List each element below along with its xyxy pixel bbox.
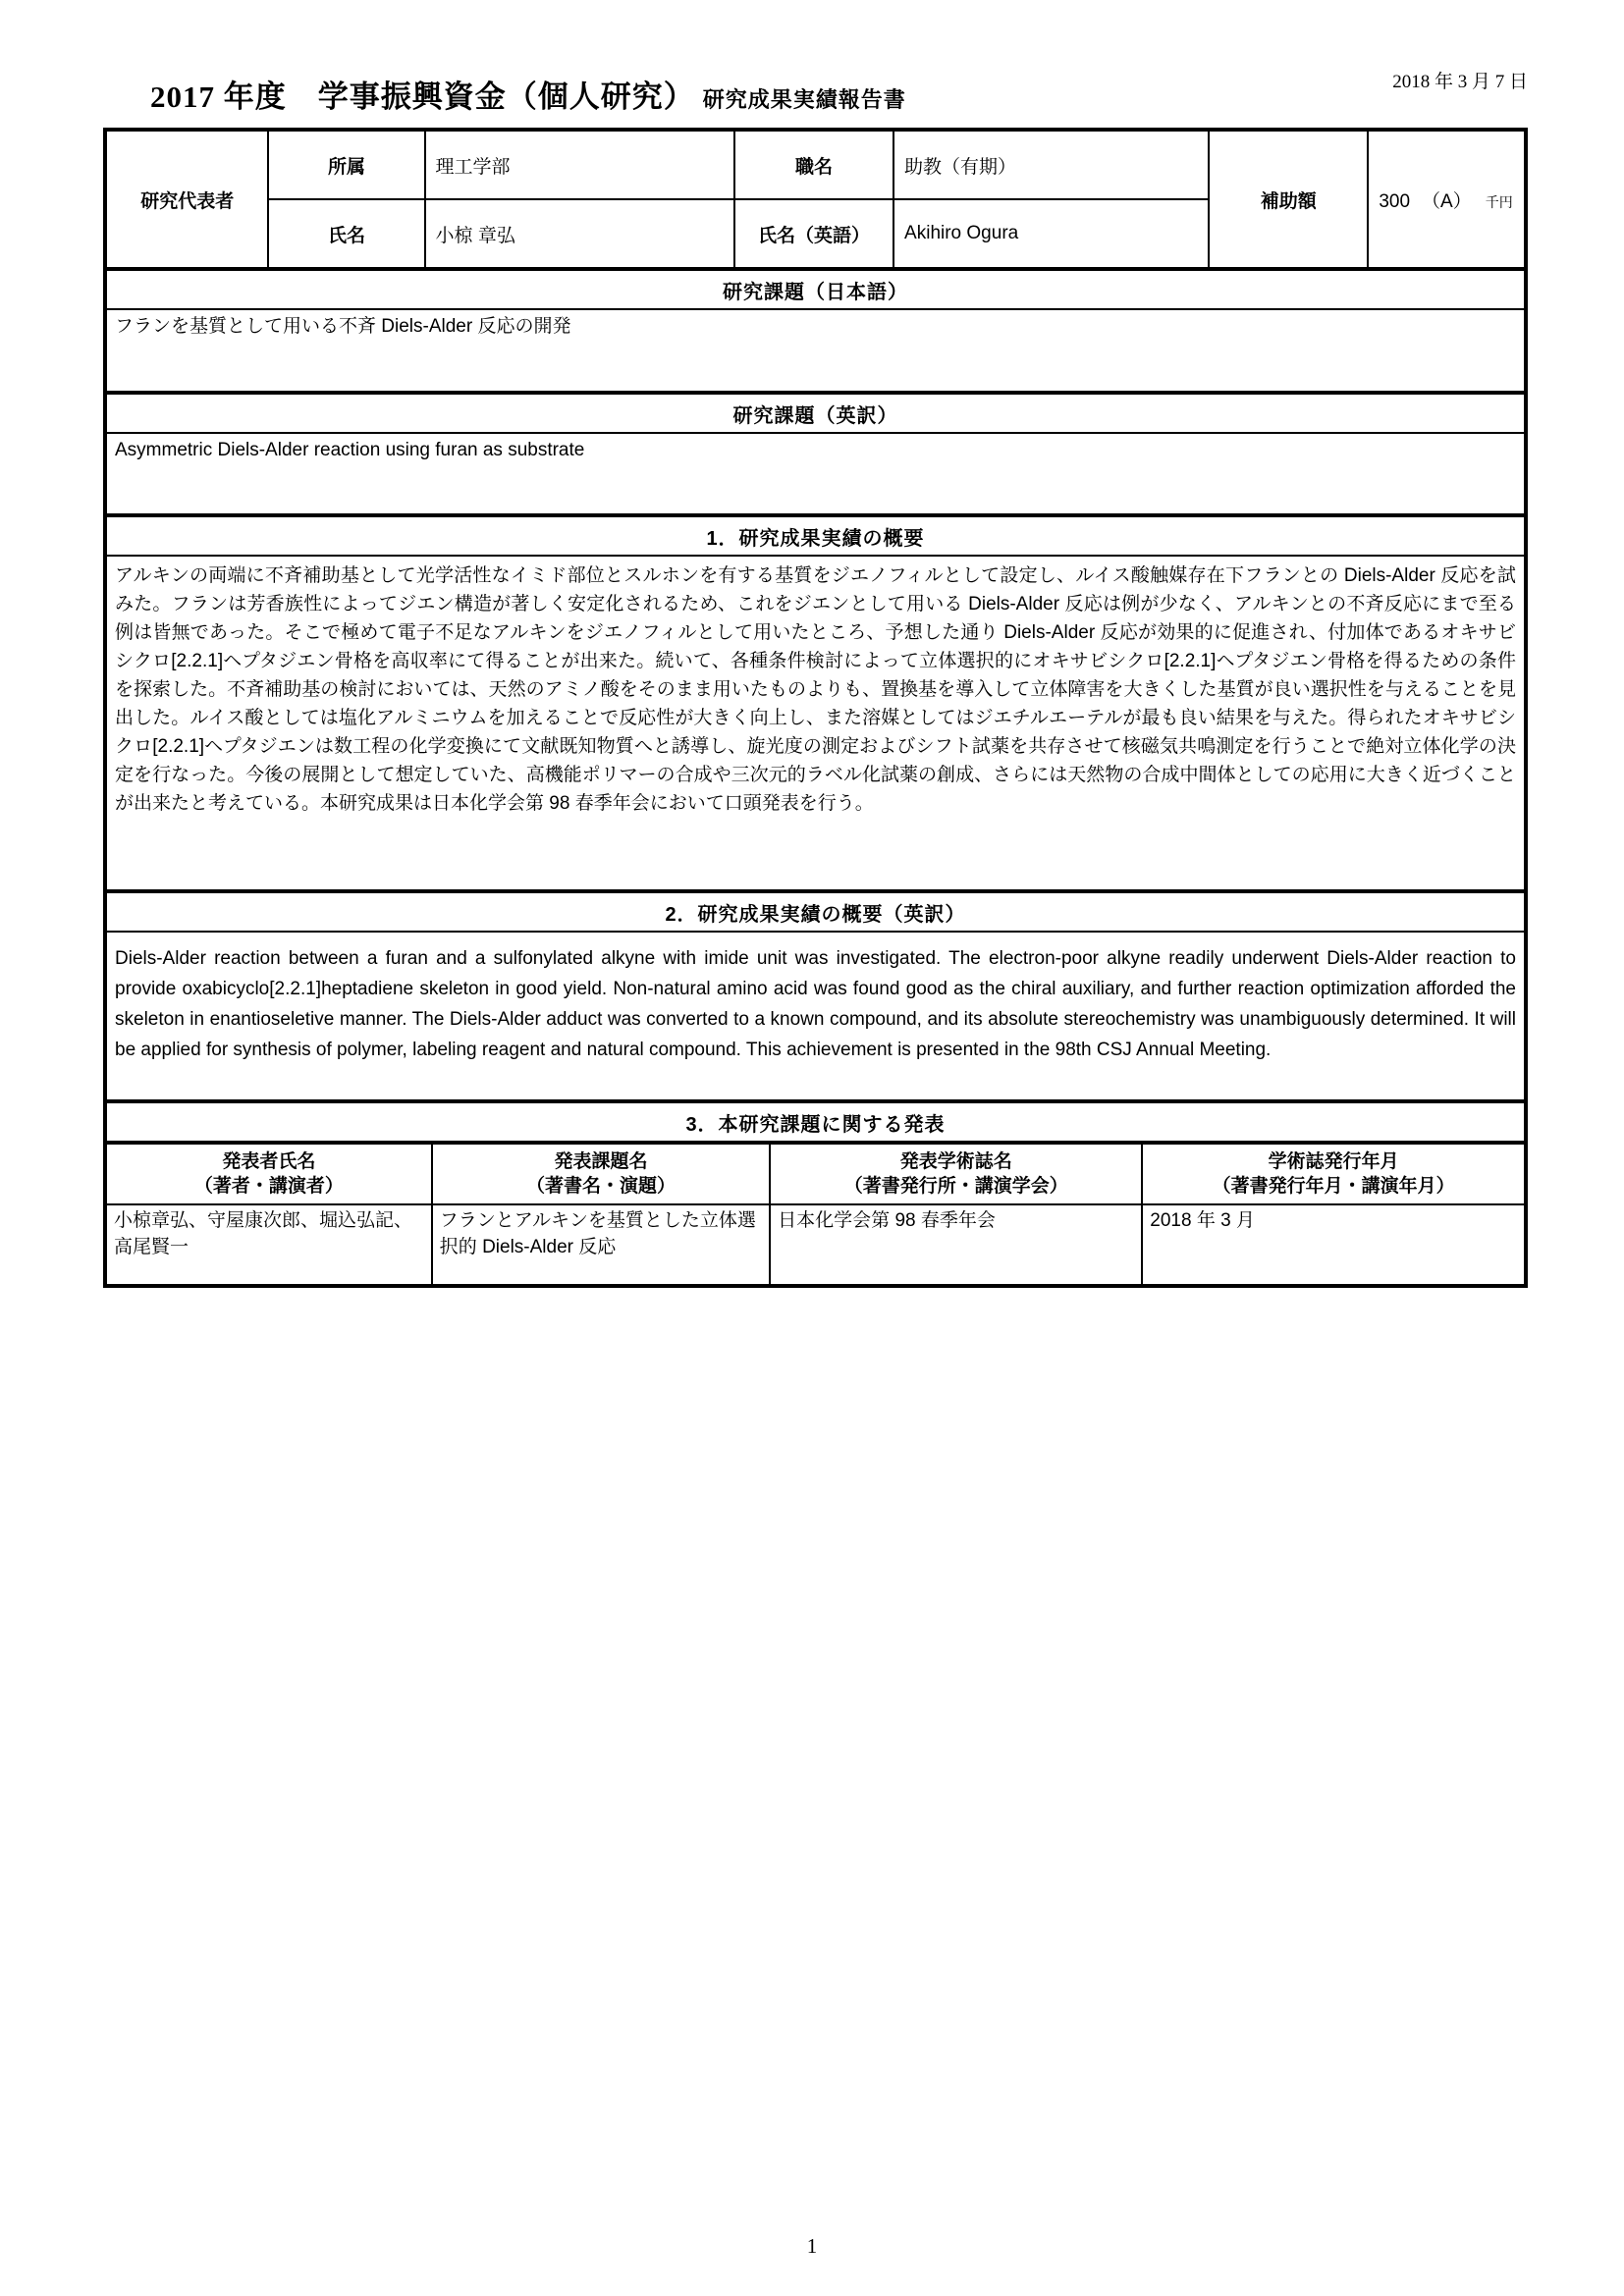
presentations-table [103, 1141, 1528, 1288]
theme-en-header: 研究課題（英訳） [107, 395, 1524, 434]
name-value: 小椋 章弘 [425, 199, 734, 269]
subsidy-value [1368, 130, 1526, 269]
theme-ja-section [103, 267, 1528, 395]
column-header-authors [105, 1143, 432, 1204]
table-header-row [105, 1143, 1526, 1204]
theme-ja-header: 研究課題（日本語） [107, 271, 1524, 310]
column-header-line: 発表課題名 [554, 1151, 648, 1172]
column-header-line: 学術誌発行年月 [1268, 1151, 1399, 1172]
summary-en-header: 2．研究成果実績の概要（英訳） [107, 893, 1524, 933]
column-header-line: 発表学術誌名 [899, 1151, 1012, 1172]
table-row [105, 1204, 1526, 1286]
page-header [103, 65, 1528, 116]
page-title-main: 2017 年度 学事振興資金（個人研究） [150, 80, 695, 114]
report-body [103, 128, 1528, 1288]
column-header-line: 発表者氏名 [222, 1151, 316, 1172]
name-label: 氏名 [268, 199, 424, 269]
column-header-line: （著書発行年月・講演年月） [1212, 1176, 1455, 1197]
summary-en-section [103, 889, 1528, 1103]
table-row [105, 130, 1526, 199]
report-date: 2018 年 3 月 7 日 [1392, 72, 1528, 92]
subsidy-amount: 300 [1379, 190, 1411, 212]
theme-en-section [103, 391, 1528, 517]
column-header-venue [770, 1143, 1142, 1204]
page-title [103, 72, 906, 116]
presentation-authors: 小椋章弘、守屋康次郎、堀込弘記、高尾賢一 [105, 1204, 432, 1286]
subsidy-label: 補助額 [1209, 130, 1368, 269]
page-number: 1 [806, 2234, 818, 2258]
subsidy-grade: （A） [1422, 190, 1472, 212]
presentations-header: 3．本研究課題に関する発表 [103, 1099, 1528, 1145]
name-en-label: 氏名（英語） [734, 199, 893, 269]
column-header-title [432, 1143, 770, 1204]
column-header-line: （著者・講演者） [193, 1176, 344, 1197]
presentation-venue: 日本化学会第 98 春季年会 [770, 1204, 1142, 1286]
job-label: 職名 [734, 130, 893, 199]
researcher-row-label: 研究代表者 [105, 130, 268, 269]
summary-ja-section [103, 513, 1528, 893]
column-header-line: （著書名・演題） [525, 1176, 676, 1197]
affiliation-value: 理工学部 [425, 130, 734, 199]
column-header-line: （著書発行所・講演学会） [843, 1176, 1068, 1197]
summary-en-body: Diels-Alder reaction between a furan and a sulfonylated alkyne with imide unit was investigated. The electron-poor alkyne readily underwent Diels-Alder reaction to provide oxabicyclo[2.2.1]heptadiene skeleton in good yield. Non-natural amino acid was found good as the chiral auxiliary, and further reaction optimization afforded the skeleton in enantioseletive manner. The Diels-Alder adduct was converted to a known compound, and its absolute stereochemistry was unambiguously determined. It will be applied for synthesis of polymer, labeling reagent and natural compound. This achievement is presented in the 98th CSJ Annual Meeting. [115, 948, 1516, 1060]
researcher-table [103, 128, 1528, 271]
page-title-suffix: 研究成果実績報告書 [702, 87, 906, 112]
presentation-title: フランとアルキンを基質とした立体選択的 Diels-Alder 反応 [432, 1204, 770, 1286]
theme-en-body: Asymmetric Diels-Alder reaction using furan as substrate [115, 440, 585, 460]
column-header-date [1142, 1143, 1526, 1204]
theme-ja-body: フランを基質として用いる不斉 Diels-Alder 反応の開発 [115, 316, 571, 337]
presentation-date: 2018 年 3 月 [1142, 1204, 1526, 1286]
job-value: 助教（有期） [893, 130, 1209, 199]
subsidy-unit: 千円 [1485, 193, 1513, 210]
summary-ja-header: 1．研究成果実績の概要 [107, 517, 1524, 557]
affiliation-label: 所属 [268, 130, 424, 199]
name-en-value: Akihiro Ogura [893, 199, 1209, 269]
summary-ja-body: アルキンの両端に不斉補助基として光学活性なイミド部位とスルホンを有する基質をジエノフィルとして設定し、ルイス酸触媒存在下フランとの Diels-Alder 反応を試みた。フランは芳香族性によってジエン構造が著しく安定化されるため、これをジエンとして用いる Diels-Alder 反応は例が少なく、アルキンとの不斉反応にまで至る例は皆無であった。そこで極めて電子不足なアルキンをジエノフィルとして用いたところ、予想した通り Diels-Alder 反応が効果的に促進され、付加体であるオキサビシクロ[2.2.1]ヘプタジエン骨格を高収率にて得ることが出来た。続いて、各種条件検討によって立体選択的にオキサビシクロ[2.2.1]ヘプタジエン骨格を得るための条件を探索した。不斉補助基の検討においては、天然のアミノ酸をそのまま用いたものよりも、置換基を導入して立体障害を大きくした基質が良い選択性を与えることを見出した。ルイス酸としては塩化アルミニウムを加えることで反応性が大きく向上し、また溶媒としてはジエチルエーテルが最も良い結果を与えた。得られたオキサビシクロ[2.2.1]ヘプタジエンは数工程の化学変換にて文献既知物質へと誘導し、旋光度の測定およびシフト試薬を共存させて核磁気共鳴測定を行うことで絶対立体化学の決定を行なった。今後の展開として想定していた、高機能ポリマーの合成や三次元的ラベル化試薬の創成、さらには天然物の合成中間体としての応用に大きく近づくことが出来たと考えている。本研究成果は日本化学会第 98 春季年会において口頭発表を行う。 [115, 565, 1516, 814]
